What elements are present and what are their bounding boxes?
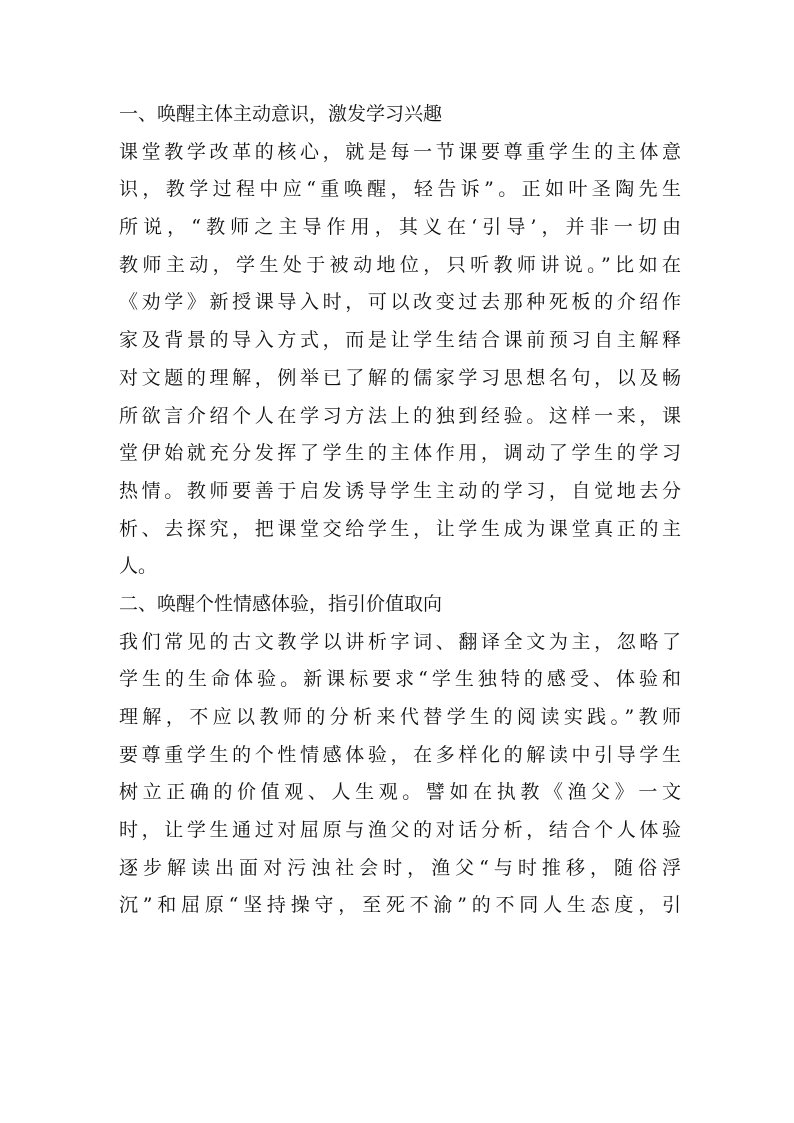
section1-line: 课堂教学改革的核心，就是每一节课要尊重学生的主体意: [119, 140, 681, 163]
section1-line: 家及背景的导入方式，而是让学生结合课前预习自主解释: [119, 329, 681, 352]
section2-line: 理解，不应以教师的分析来代替学生的阅读实践。”教师: [119, 706, 681, 728]
section2-line: 学生的生命体验。新课标要求“学生独特的感受、体验和: [119, 668, 681, 691]
section1-line: 人。: [119, 555, 158, 578]
section2-line: 沉”和屈原“坚持操守，至死不渝”的不同人生态度，引: [119, 894, 681, 917]
section2-line: 树立正确的价值观、人生观。譬如在执教《渔父》一文: [119, 781, 681, 804]
section1-line: 析、去探究，把课堂交给学生，让学生成为课堂真正的主: [119, 517, 681, 540]
section1-line: 所欲言介绍个人在学习方法上的独到经验。这样一来，课: [119, 404, 681, 427]
section2-line: 我们常见的古文教学以讲析字词、翻译全文为主，忽略了: [119, 630, 681, 653]
section2-line: 要尊重学生的个性情感体验，在多样化的解读中引导学生: [119, 743, 681, 766]
section1-line: 《劝学》新授课导入时，可以改变过去那种死板的介绍作: [119, 291, 681, 314]
section2-line: 时，让学生通过对屈原与渔父的对话分析，结合个人体验: [119, 819, 681, 842]
section2-line: 逐步解读出面对污浊社会时，渔父“与时推移，随俗浮: [119, 856, 681, 879]
section2-heading: 二、唤醒个性情感体验，指引价值取向: [119, 592, 443, 615]
section1-line: 热情。教师要善于启发诱导学生主动的学习，自觉地去分: [119, 479, 681, 502]
section1-line: 所说，“教师之主导作用，其义在‘引导’，并非一切由: [119, 216, 681, 239]
section1-heading: 一、唤醒主体主动意识，激发学习兴趣: [119, 103, 443, 125]
section1-line: 堂伊始就充分发挥了学生的主体作用，调动了学生的学习: [119, 442, 681, 465]
section1-line: 对文题的理解，例举已了解的儒家学习思想名句，以及畅: [119, 366, 681, 389]
section1-line: 教师主动，学生处于被动地位，只听教师讲说。”比如在: [119, 253, 681, 276]
document-body: [119, 96, 681, 925]
section1-line: 识，教学过程中应“重唤醒，轻告诉”。正如叶圣陶先生: [119, 178, 681, 201]
